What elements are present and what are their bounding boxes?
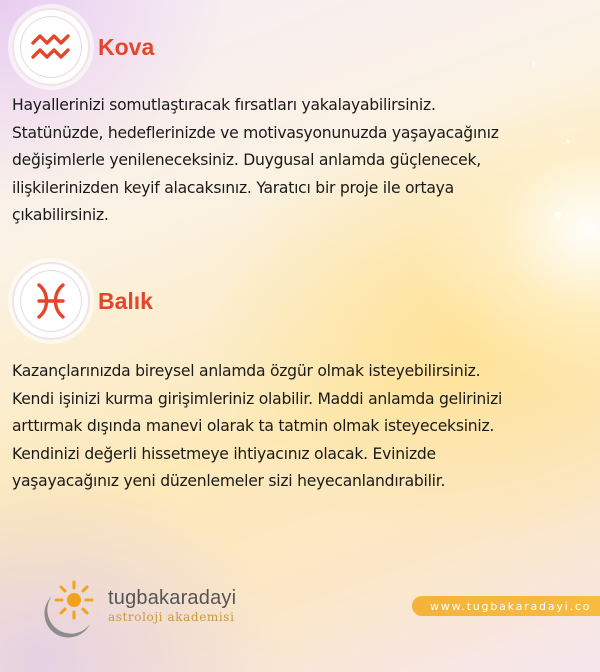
brand-logo <box>38 574 236 638</box>
text-line: arttırmak dışında manevi olarak ta tatmin olmak isteyeceksiniz. <box>12 417 495 436</box>
text-line: yaşayacağınız yeni düzenlemeler sizi heyecanlandırabilir. <box>12 472 446 491</box>
aquarius-icon <box>29 29 73 65</box>
sign-header-kova <box>12 8 154 86</box>
text-line: Hayallerinizi somutlaştıracak fırsatları yakalayabilirsiniz. <box>12 96 436 114</box>
kova-paragraph <box>12 92 596 230</box>
pisces-icon <box>31 281 71 321</box>
text-line: Kendi işinizi kurma girişimleriniz olabilir. Maddi anlamda gelirinizi <box>12 389 503 408</box>
brand-name: tugbakaradayi <box>108 587 237 609</box>
brand-subtitle: astroloji akademisi <box>108 610 235 624</box>
brand-text <box>108 587 236 625</box>
text-line: ilişkilerinizden keyif alacaksınız. Yaratıcı bir proje ile ortaya <box>12 178 454 197</box>
balik-paragraph <box>12 358 596 496</box>
sign-title: Kova <box>98 33 155 60</box>
sparkle-decoration <box>532 62 536 66</box>
website-url[interactable]: www.tugbakaradayi.co <box>430 599 592 613</box>
website-banner[interactable] <box>412 596 600 616</box>
sign-title: Balık <box>98 287 153 314</box>
sign-header-balik <box>12 262 153 340</box>
text-line: değişimlerle yenileneceksiniz. Duygusal anlamda güçlenecek, <box>12 151 481 170</box>
text-line: Kendinizi değerli hissetmeye ihtiyacınız olacak. Evinizde <box>12 444 436 463</box>
sun-moon-logo-icon <box>38 574 102 638</box>
pisces-badge <box>12 262 90 340</box>
text-line: Kazançlarınızda bireysel anlamda özgür olmak isteyebilirsiniz. <box>12 362 481 380</box>
aquarius-badge <box>12 8 90 86</box>
text-line: çıkabilirsiniz. <box>12 206 109 225</box>
text-line: Statünüzde, hedeflerinizde ve motivasyonunuzda yaşayacağınız <box>12 123 499 142</box>
